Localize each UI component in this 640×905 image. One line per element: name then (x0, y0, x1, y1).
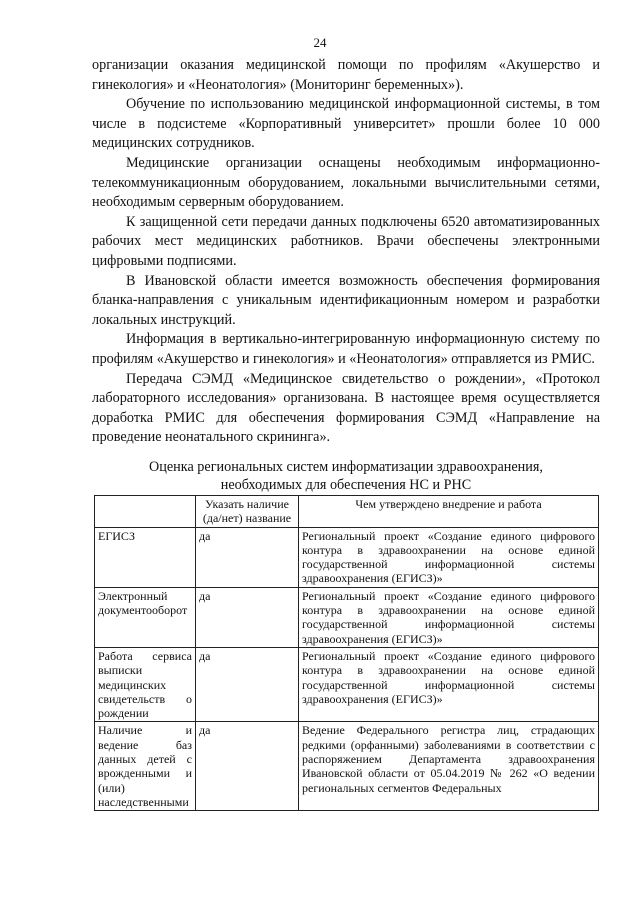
page-number: 24 (313, 35, 327, 50)
header-basis: Чем утверждено внедрение и работа (299, 496, 599, 528)
table-row (95, 587, 599, 647)
row-system-name: Наличие и ведение баз данных детей с врожденными и (или) наследственными (95, 722, 196, 811)
row-basis: Ведение Федерального регистра лиц, страдающих редкими (орфанными) заболеваниями в соответствии с распоряжением Департамента здравоохранения Ивановской области от 05.04.2019 № 262 «О ведении региональных сегментов Федеральных (299, 722, 599, 811)
table-title-line-1: Оценка региональных систем информатизации здравоохранения, (149, 459, 543, 475)
row-basis: Региональный проект «Создание единого цифрового контура в здравоохранении на основе единой государственной информационной системы здравоохранения (ЕГИСЗ)» (299, 587, 599, 647)
row-presence: да (196, 527, 299, 587)
row-system-name: Электронный документооборот (95, 587, 196, 647)
table-title (92, 458, 600, 494)
row-system-name: ЕГИСЗ (95, 527, 196, 587)
row-presence: да (196, 722, 299, 811)
paragraph-semd: Передача СЭМД «Медицинское свидетельство о рождении», «Протокол лабораторного исследования» организована. В настоящее время осуществляется доработка РМИС для обеспечения формирования СЭМД «Направление на проведение неонатального скрининга». (92, 370, 600, 446)
systems-table (94, 495, 599, 811)
table-row (95, 722, 599, 811)
body-text (92, 56, 600, 448)
table-title-line-2: необходимых для обеспечения НС и РНС (220, 477, 472, 493)
table-header-row (95, 496, 599, 528)
paragraph-equipment: Медицинские организации оснащены необходимым информационно-телекоммуникационным оборудованием, локальными вычислительными сетями, необходимым серверным оборудованием. (92, 154, 600, 211)
table-row (95, 647, 599, 721)
paragraph-continuation: организации оказания медицинской помощи по профилям «Акушерство и гинекология» и «Неонатология» (Мониторинг беременных»). (92, 57, 600, 93)
row-basis: Региональный проект «Создание единого цифрового контура в здравоохранении на основе единой государственной информационной системы здравоохранения (ЕГИСЗ)» (299, 527, 599, 587)
paragraph-secure-network: К защищенной сети передачи данных подключены 6520 автоматизированных рабочих мест медицинских работников. Врачи обеспечены электронными цифровыми подписями. (92, 213, 600, 269)
row-presence: да (196, 587, 299, 647)
paragraph-training: Обучение по использованию медицинской информационной системы, в том числе в подсистеме «Корпоративный университет» прошли более 10 000 медицинских сотрудников. (92, 96, 600, 152)
header-system (95, 496, 196, 528)
paragraph-referral-form: В Ивановской области имеется возможность обеспечения формирования бланка-направления с уникальным идентификационным номером и разработки локальных инструкций. (92, 272, 600, 328)
paragraph-vertical-system: Информация в вертикально-интегрированную информационную систему по профилям «Акушерство и гинекология» и «Неонатология» отправляется из РМИС. (92, 331, 600, 367)
row-system-name: Работа сервиса выписки медицинских свидетельств о рождении (95, 647, 196, 721)
header-presence: Указать наличие (да/нет) название (196, 496, 299, 528)
row-basis: Региональный проект «Создание единого цифрового контура в здравоохранении на основе единой государственной информационной системы здравоохранения (ЕГИСЗ)» (299, 647, 599, 721)
table-row (95, 527, 599, 587)
row-presence: да (196, 647, 299, 721)
